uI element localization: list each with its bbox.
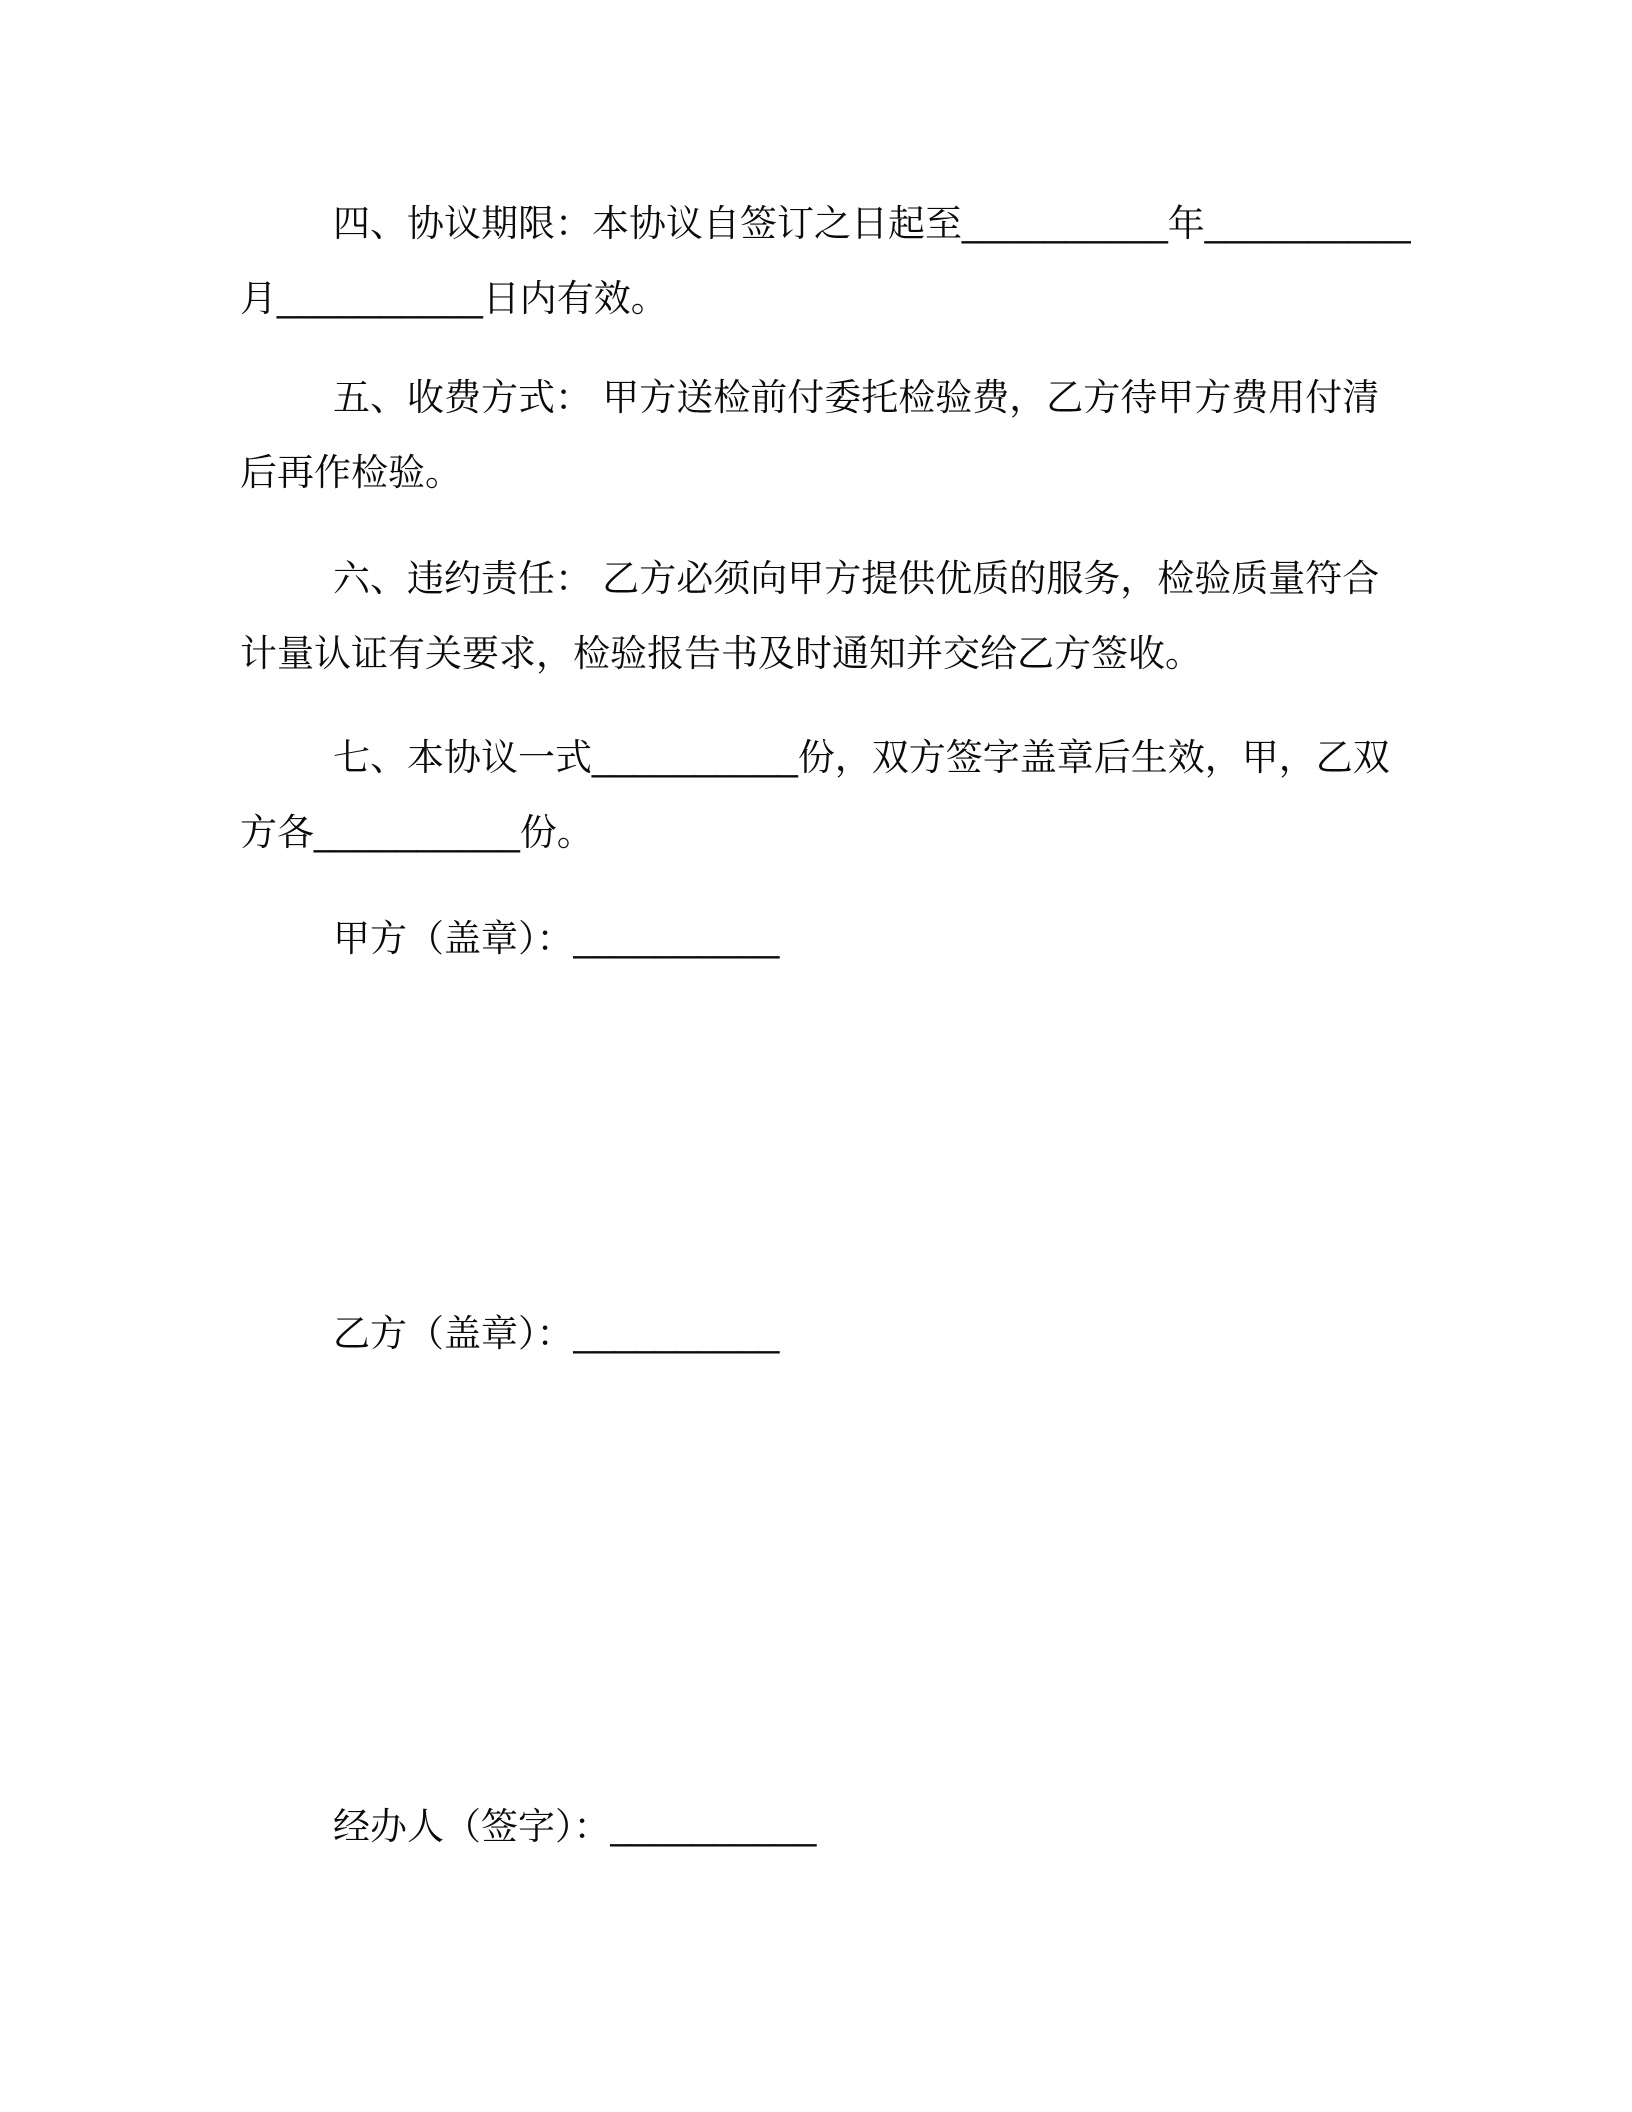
clause-line: 月__________日内有效。	[240, 278, 668, 319]
clause-line: 六、违约责任： 乙方必须向甲方提供优质的服务，检验质量符合	[333, 558, 1380, 599]
party-b-seal-line: 乙方（盖章）：__________	[333, 1313, 780, 1354]
clause-line: 七、本协议一式__________份，双方签字盖章后生效，甲，乙双	[333, 737, 1390, 778]
clause-line: 计量认证有关要求，检验报告书及时通知并交给乙方签收。	[240, 633, 1202, 674]
party-a-seal-line: 甲方（盖章）：__________	[333, 918, 780, 959]
clause-liability-paragraph	[240, 541, 1379, 691]
clause-fee-paragraph	[240, 360, 1379, 510]
clause-term-paragraph	[240, 186, 1411, 336]
clause-copies-paragraph	[240, 720, 1390, 870]
clause-line: 方各__________份。	[240, 812, 594, 853]
clause-line: 五、收费方式： 甲方送检前付委托检验费，乙方待甲方费用付清	[333, 377, 1380, 418]
clause-line: 后再作检验。	[240, 452, 462, 493]
clause-line: 四、协议期限：本协议自签订之日起至__________年__________	[333, 203, 1411, 244]
handler-signature-line: 经办人（签字）：__________	[333, 1806, 817, 1847]
